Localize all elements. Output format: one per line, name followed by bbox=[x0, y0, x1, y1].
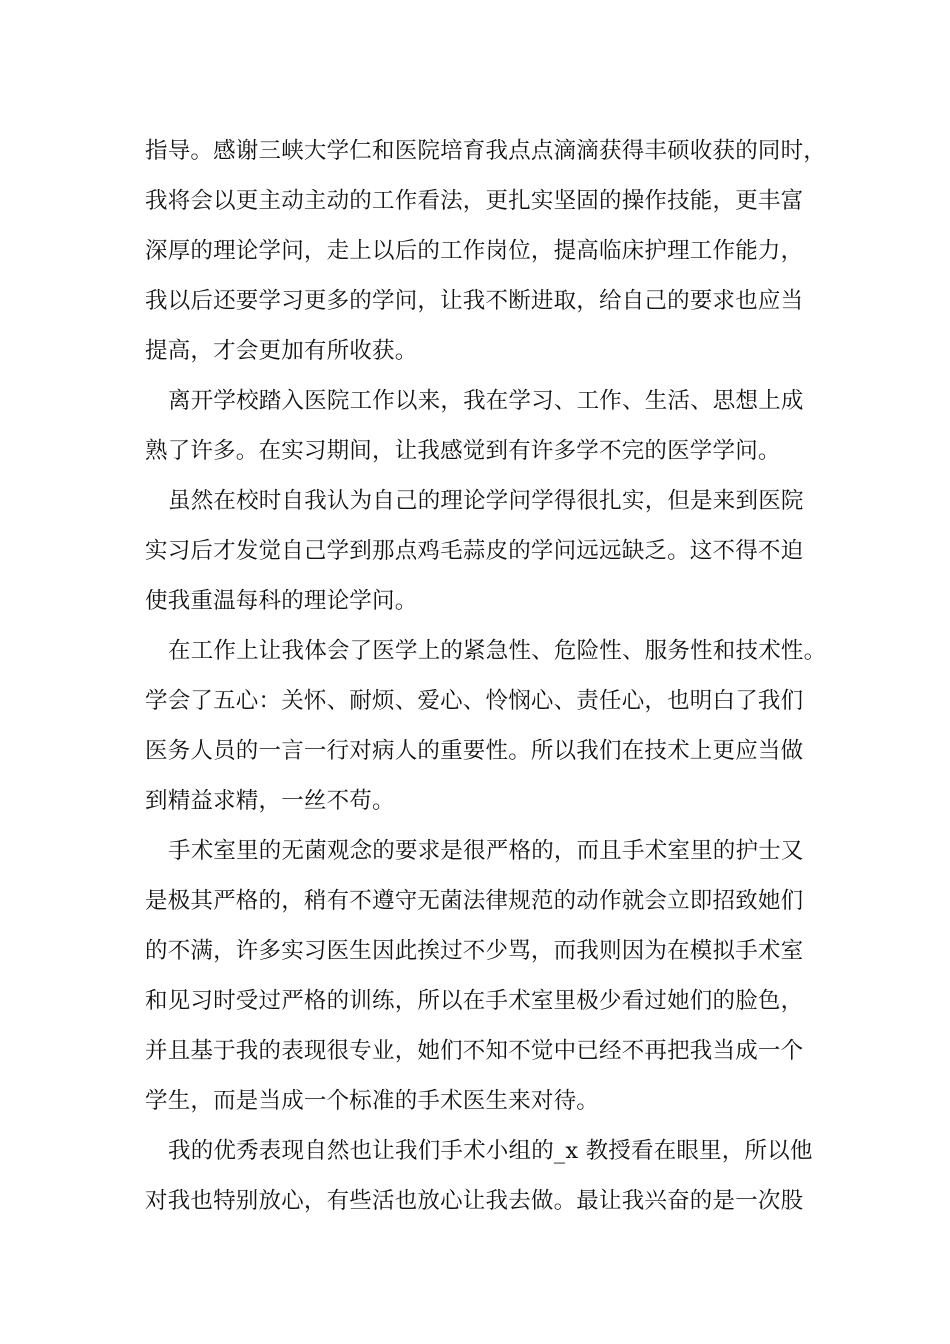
text-line: 提高，才会更加有所收获。 bbox=[145, 338, 418, 364]
text-line: 学会了五心：关怀、耐烦、爱心、怜悯心、责任心，也明白了我们 bbox=[145, 688, 804, 714]
text-line: 深厚的理论学问，走上以后的工作岗位，提高临床护理工作能力， bbox=[145, 238, 804, 264]
text-line: 学生，而是当成一个标准的手术医生来对待。 bbox=[145, 1088, 600, 1114]
text-line: 我将会以更主动主动的工作看法，更扎实坚固的操作技能，更丰富 bbox=[145, 188, 804, 214]
text-line: 我以后还要学习更多的学问，让我不断进取，给自己的要求也应当 bbox=[145, 288, 804, 314]
text-line: 在工作上让我体会了医学上的紧急性、危险性、服务性和技术性。 bbox=[168, 638, 827, 664]
text-line: 和见习时受过严格的训练，所以在手术室里极少看过她们的脸色， bbox=[145, 988, 804, 1014]
text-line: 离开学校踏入医院工作以来，我在学习、工作、生活、思想上成 bbox=[168, 388, 804, 414]
text-line: 并且基于我的表现很专业，她们不知不觉中已经不再把我当成一个 bbox=[145, 1038, 804, 1064]
text-line: 虽然在校时自我认为自己的理论学问学得很扎实，但是来到医院 bbox=[168, 488, 804, 514]
text-line: 的不满，许多实习医生因此挨过不少骂，而我则因为在模拟手术室 bbox=[145, 938, 804, 964]
text-line: 我的优秀表现自然也让我们手术小组的_x 教授看在眼里，所以他 bbox=[168, 1138, 813, 1164]
text-line: 使我重温每科的理论学问。 bbox=[145, 588, 418, 614]
text-line: 实习后才发觉自己学到那点鸡毛蒜皮的学问远远缺乏。这不得不迫 bbox=[145, 538, 804, 564]
text-line: 到精益求精，一丝不苟。 bbox=[145, 788, 395, 814]
text-line: 指导。感谢三峡大学仁和医院培育我点点滴滴获得丰硕收获的同时， bbox=[145, 138, 827, 164]
text-line: 医务人员的一言一行对病人的重要性。所以我们在技术上更应当做 bbox=[145, 738, 804, 764]
text-line: 是极其严格的，稍有不遵守无菌法律规范的动作就会立即招致她们 bbox=[145, 888, 804, 914]
text-line: 熟了许多。在实习期间，让我感觉到有许多学不完的医学学问。 bbox=[145, 438, 781, 464]
text-line: 对我也特别放心，有些活也放心让我去做。最让我兴奋的是一次股 bbox=[145, 1188, 804, 1214]
text-line: 手术室里的无菌观念的要求是很严格的，而且手术室里的护士又 bbox=[168, 838, 804, 864]
